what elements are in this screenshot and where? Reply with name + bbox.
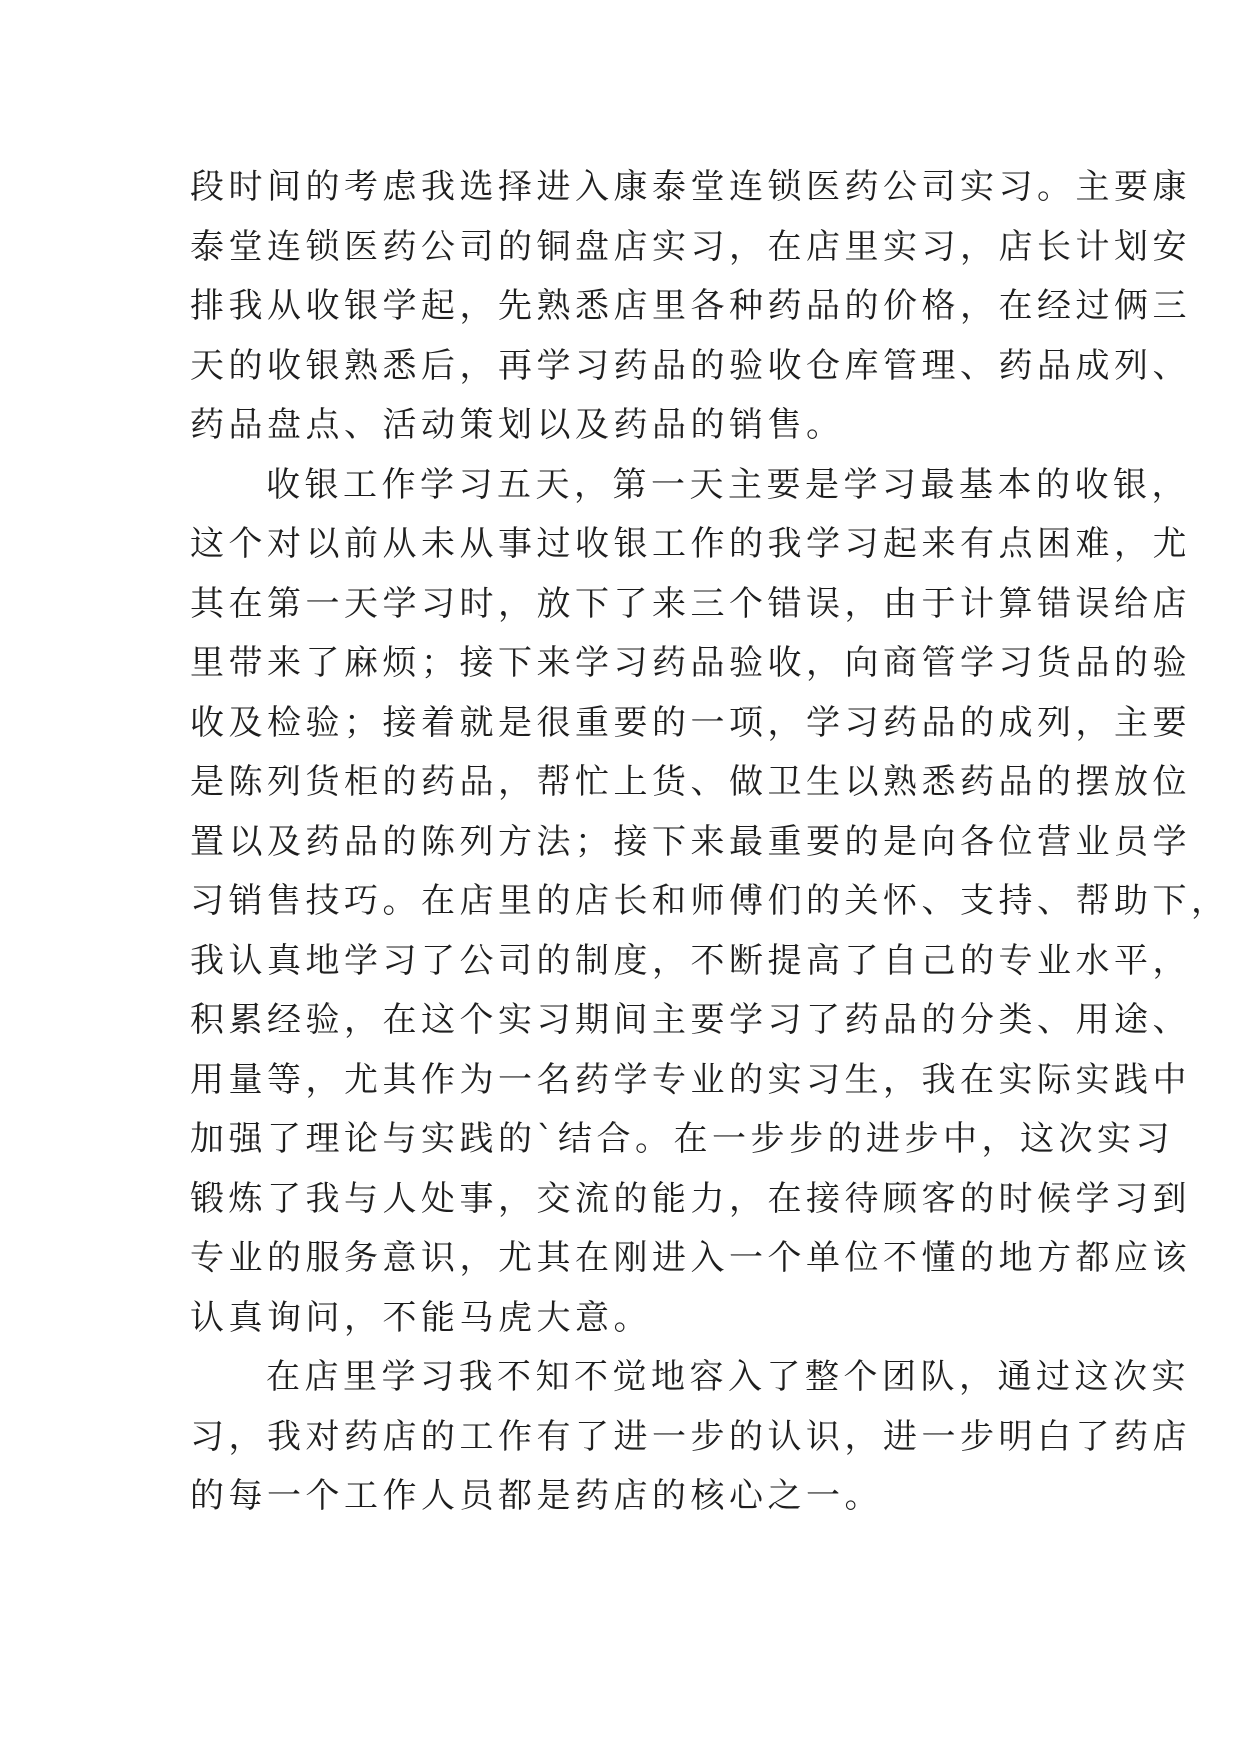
paragraph-2 [190,456,1230,1349]
paragraph-1 [190,158,1191,456]
text-line: 专业的服务意识，尤其在刚进入一个单位不懂的地方都应该 [190,1238,1191,1278]
document-body [190,158,1230,1527]
text-line: 里带来了麻烦；接下来学习药品验收，向商管学习货品的验 [190,643,1191,683]
text-line: 泰堂连锁医药公司的铜盘店实习，在店里实习，店长计划安 [190,226,1191,267]
paragraph-3 [190,1348,1191,1527]
text-line: 收及检验；接着就是很重要的一项，学习药品的成列，主要 [190,702,1191,743]
text-line: 习，我对药店的工作有了进一步的认识，进一步明白了药店 [190,1416,1191,1457]
text-line: 收银工作学习五天，第一天主要是学习最基本的收银， [266,464,1190,505]
text-line: 其在第一天学习时，放下了来三个错误，由于计算错误给店 [190,583,1191,624]
text-line: 积累经验，在这个实习期间主要学习了药品的分类、用途、 [190,1000,1191,1040]
text-line: 这个对以前从未从事过收银工作的我学习起来有点困难，尤 [190,524,1191,564]
text-line: 是陈列货柜的药品，帮忙上货、做卫生以熟悉药品的摆放位 [190,762,1191,802]
text-line: 锻炼了我与人处事，交流的能力，在接待顾客的时候学习到 [190,1178,1191,1219]
text-line: 习销售技巧。在店里的店长和师傅们的关怀、支持、帮助下， [190,881,1230,921]
text-line: 用量等，尤其作为一名药学专业的实习生，我在实际实践中 [190,1059,1191,1100]
text-line: 药品盘点、活动策划以及药品的销售。 [190,405,845,445]
text-line: 排我从收银学起，先熟悉店里各种药品的价格，在经过俩三 [190,286,1191,326]
text-line: 天的收银熟悉后，再学习药品的验收仓库管理、药品成列、 [190,345,1191,386]
text-line: 在店里学习我不知不觉地容入了整个团队，通过这次实 [266,1357,1190,1397]
text-line: 置以及药品的陈列方法；接下来最重要的是向各位营业员学 [190,821,1191,862]
text-line: 认真询问，不能马虎大意。 [190,1297,652,1338]
text-line: 我认真地学习了公司的制度，不断提高了自己的专业水平， [190,940,1191,981]
text-line: 的每一个工作人员都是药店的核心之一。 [190,1476,883,1516]
text-line: 段时间的考虑我选择进入康泰堂连锁医药公司实习。主要康 [190,167,1191,207]
text-line: 加强了理论与实践的`结合。在一步步的进步中，这次实习 [190,1119,1174,1159]
